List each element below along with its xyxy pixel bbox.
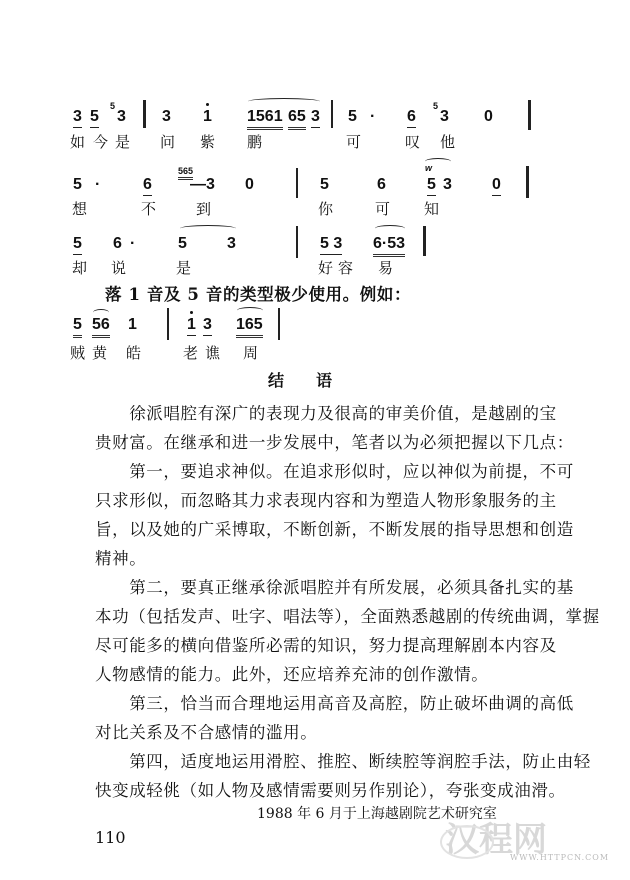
lyric: 易 (378, 259, 394, 277)
lyric: 黄 (92, 344, 108, 362)
note: 5 (73, 235, 82, 255)
slur (375, 225, 405, 232)
paragraph-line: 第一，要追求神似。在追求形似时，应以神似为前提，不可 (95, 462, 574, 481)
slur (180, 225, 236, 232)
note-group: 5 3 (320, 235, 342, 255)
paragraph-line: 第四，适度地运用滑腔、推腔、断续腔等润腔手法，防止由轻 (95, 752, 591, 771)
lyric: 可 (346, 133, 362, 151)
octave-dot (206, 103, 209, 106)
lyric: 是 (176, 259, 192, 277)
note: 3 (117, 108, 126, 125)
note: 5 (427, 176, 436, 196)
note-group: 56 (92, 316, 110, 338)
note: 6 (143, 176, 152, 196)
paragraph-line: 快变成轻佻（如人物及感情需要则另作别论），夸张变成油滑。 (95, 781, 566, 800)
note-group: 6·53 (373, 235, 405, 257)
lyric: 鹏 (247, 133, 263, 151)
page-number: 110 (95, 828, 126, 847)
grace-note: 5 (433, 101, 439, 111)
lyric: 是 (115, 133, 131, 151)
double-barline (143, 100, 146, 128)
lyric: 贼 (70, 344, 86, 362)
intro-text: 落 1 音及 5 音的类型极少使用。例如： (105, 285, 412, 304)
watermark-url: WWW.HTTPCN.COM (510, 853, 610, 862)
barline (528, 100, 531, 130)
lyric: 却 (72, 259, 88, 277)
note: 5 (320, 176, 329, 193)
note: 1 (128, 316, 137, 333)
note: 3 (203, 316, 212, 336)
note: 6 (407, 108, 416, 128)
note: 3 (73, 108, 82, 128)
note: 3 (440, 108, 449, 125)
barline (167, 308, 169, 340)
paragraph-line: 贵财富。在继承和进一步发展中，笔者以为必须把握以下几点： (95, 433, 574, 452)
dot: · (370, 108, 376, 125)
rest: 0 (484, 108, 493, 125)
slur (93, 309, 109, 316)
lyric: 他 (440, 133, 456, 151)
paragraph-line: 只求形似，而忽略其力求表现内容和为塑造人物形象服务的主 (95, 491, 557, 510)
barline (296, 226, 298, 258)
barline (526, 166, 529, 198)
octave-dot (190, 311, 193, 314)
ornament-mark: w (425, 163, 433, 173)
rest: 0 (492, 176, 501, 196)
paragraph-line: 第三，恰当而合理地运用高音及高腔，防止破坏曲调的高低 (95, 694, 574, 713)
note: 1 (187, 316, 196, 336)
dot: · (95, 176, 101, 193)
note-group: 65 (288, 108, 306, 130)
lyric: 可 (375, 200, 391, 218)
lyric: 皓 (126, 344, 142, 362)
lyric: 紫 (200, 133, 216, 151)
paragraph-line: 尽可能多的横向借鉴所必需的知识，努力提高理解剧本内容及 (95, 636, 557, 655)
paragraph-line: 第二，要真正继承徐派唱腔并有所发展，必须具备扎实的基 (95, 578, 574, 597)
lyric: 你 (318, 200, 334, 218)
grace-note: 5 (110, 101, 116, 111)
lyric: 知 (424, 200, 440, 218)
note: 6 (377, 176, 386, 193)
lyric: 好 (318, 259, 334, 277)
watermark-logo-text: 汉程网 (445, 820, 547, 860)
watermark-logo-icon (440, 825, 494, 859)
note: 5 (348, 108, 357, 125)
lyric: 今 (93, 133, 109, 151)
note: 5 (73, 316, 82, 338)
lyric: 到 (196, 200, 212, 218)
lyric: 不 (141, 200, 157, 218)
note: —3 (190, 176, 215, 193)
paragraph-line: 旨，以及她的广采博取，不断创新，不断发展的指导思想和创造 (95, 520, 574, 539)
paragraph-line: 本功（包括发声、吐字、唱法等），全面熟悉越剧的传统曲调，掌握 (95, 607, 600, 626)
section-title: 结 语 (268, 371, 333, 390)
dot: · (130, 235, 136, 252)
barline (331, 100, 333, 128)
note: 3 (311, 108, 320, 128)
note: 3 (227, 235, 236, 252)
lyric: 说 (111, 259, 127, 277)
lyric: 想 (72, 200, 88, 218)
barline (296, 168, 298, 198)
grace-notes: 565 (178, 166, 193, 180)
lyric: 谯 (205, 344, 221, 362)
barline (278, 308, 280, 340)
rest: 0 (245, 176, 254, 193)
note: 5 (90, 108, 99, 128)
barline (423, 226, 426, 256)
lyric: 如 (70, 133, 86, 151)
slur (237, 307, 263, 314)
note: 5 (73, 176, 82, 193)
note: 6 (113, 235, 122, 252)
paragraph-line: 精神。 (95, 549, 147, 568)
paragraph-line: 人物感情的能力。此外，还应培养充沛的创作激情。 (95, 665, 489, 684)
slur (248, 98, 320, 105)
note: 3 (162, 108, 171, 125)
note: 5 (178, 235, 187, 252)
lyric: 容 (338, 259, 354, 277)
paragraph-line: 徐派唱腔有深广的表现力及很高的审美价值，是越剧的宝 (95, 404, 557, 423)
lyric: 老 (183, 344, 199, 362)
paragraph-line: 对比关系及不合感情的滥用。 (95, 723, 318, 742)
note: 3 (443, 176, 452, 193)
note: 1 (203, 108, 212, 125)
lyric: 叹 (405, 133, 421, 151)
signature-date: 1988 年 6 月于上海越剧院艺术研究室 (257, 806, 497, 822)
note-group: 165 (236, 316, 263, 338)
lyric: 问 (160, 133, 176, 151)
note-group: 1561 (247, 108, 283, 130)
lyric: 周 (243, 344, 259, 362)
